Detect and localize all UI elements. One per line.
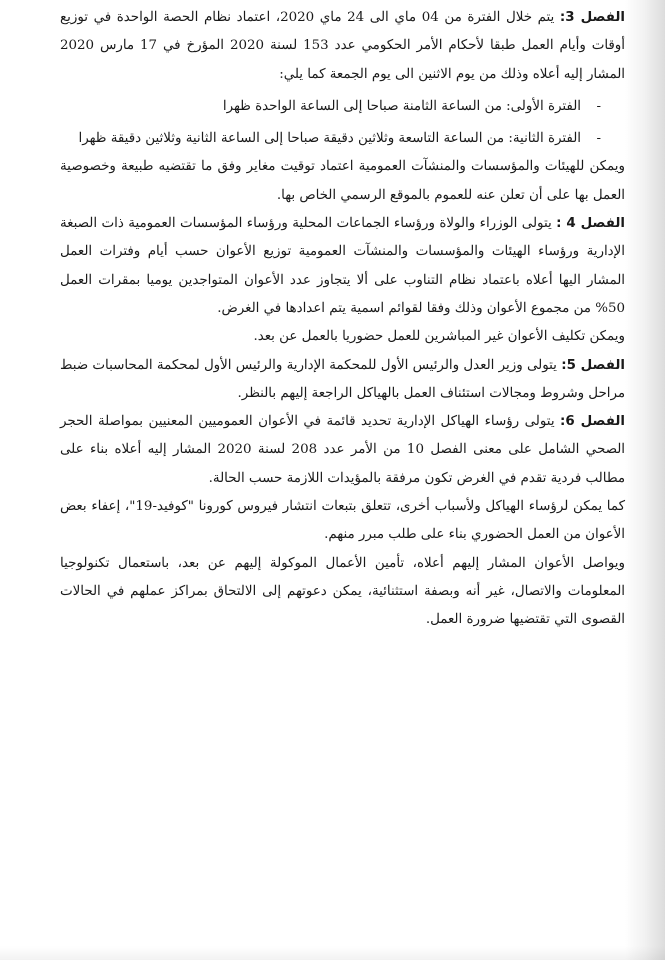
article-6-extra-2: ويواصل الأعوان المشار إليهم أعلاه، تأمين الأعمال الموكولة إليهم عن بعد، باستعمال تكنولوجيا المعلومات والاتصال، غير أنه وبصفة استثنائية، يمكن دعوتهم إلى الالتحاق بمراكز عملهم في الحالات القصوى التي تقتضيها ضرورة العمل. [60, 555, 625, 628]
article-4-text: يتولى الوزراء والولاة ورؤساء الجماعات المحلية ورؤساء المؤسسات العمومية ذات الصبغة الإدارية ورؤساء الهيئات والمؤسسات والمنشآت العمومية توزيع الأعوان حسب أيام وفترات العمل المشار اليها أعلاه باعتماد نظام التناوب على ألا يتجاوز عدد الأعوان المتواجدين يوميا بمقرات العمل 50% من مجموع الأعوان وذلك وفقا لقوائم اسمية يتم اعدادها في الغرض. [60, 216, 625, 316]
bullet-dash: - [596, 131, 601, 147]
article-6-extra-1: كما يمكن لرؤساء الهياكل ولأسباب أخرى، تتعلق بتبعات انتشار فيروس كورونا "كوفيد-19"، إعفاء بعض الأعوان من العمل الحضوري بناء على طلب مبرر منهم. [60, 499, 626, 543]
article-3-label: الفصل 3: [559, 10, 625, 25]
article-5-paragraph [60, 352, 625, 409]
article-4-paragraph [60, 210, 625, 323]
article-3-paragraph [60, 4, 625, 89]
article-5-label: الفصل 5: [561, 357, 625, 373]
article-3-bullet-1 [60, 93, 601, 121]
article-4-extra: ويمكن تكليف الأعوان غير المباشرين للعمل حضوريا بالعمل عن بعد. [253, 329, 625, 345]
page-edge-shadow [0, 946, 665, 960]
article-6-label: الفصل 6: [560, 414, 625, 430]
bullet-text: الفترة الأولى: من الساعة الثامنة صباحا إلى الساعة الواحدة ظهرا [222, 98, 581, 114]
article-3-extra: ويمكن للهيئات والمؤسسات والمنشآت العمومية اعتماد توقيت مغاير وفق ما تقتضيه طبيعة وخصوصية العمل بها على أن تعلن عنه للعموم بالموقع الرسمي الخاص بها. [60, 159, 625, 203]
document-body [60, 4, 625, 635]
article-5-text: يتولى وزير العدل والرئيس الأول للمحكمة الإدارية والرئيس الأول لمحكمة المحاسبات ضبط مراحل وشروط ومجالات استئناف العمل بالهياكل الراجعة إليهم بالنظر. [60, 357, 625, 401]
bullet-dash: - [596, 98, 601, 114]
article-4-label: الفصل 4 : [556, 216, 625, 232]
article-6-text: يتولى رؤساء الهياكل الإدارية تحديد قائمة في الأعوان العموميين المعنيين بمواصلة الحجر الصحي الشامل على معنى الفصل 10 من الأمر عدد 208 لسنة 2020 المشار إليه أعلاه بناء على مطالب فردية تقدم في الغرض تكون مرفقة بالمؤيدات اللازمة حسب الحالة. [60, 414, 626, 486]
bullet-text: الفترة الثانية: من الساعة التاسعة وثلاثين دقيقة صباحا إلى الساعة الثانية وثلاثين دقيقة ظهرا [78, 131, 581, 147]
article-3-text: يتم خلال الفترة من 04 ماي الى 24 ماي 2020، اعتماد نظام الحصة الواحدة في توزيع أوقات وأيام العمل طبقا لأحكام الأمر الحكومي عدد 153 لسنة 2020 المؤرخ في 17 مارس 2020 المشار إليه أعلاه وذلك من يوم الاثنين الى يوم الجمعة كما يلي: [60, 10, 625, 82]
article-6-paragraph [60, 408, 625, 493]
article-3-bullet-2 [60, 125, 601, 153]
